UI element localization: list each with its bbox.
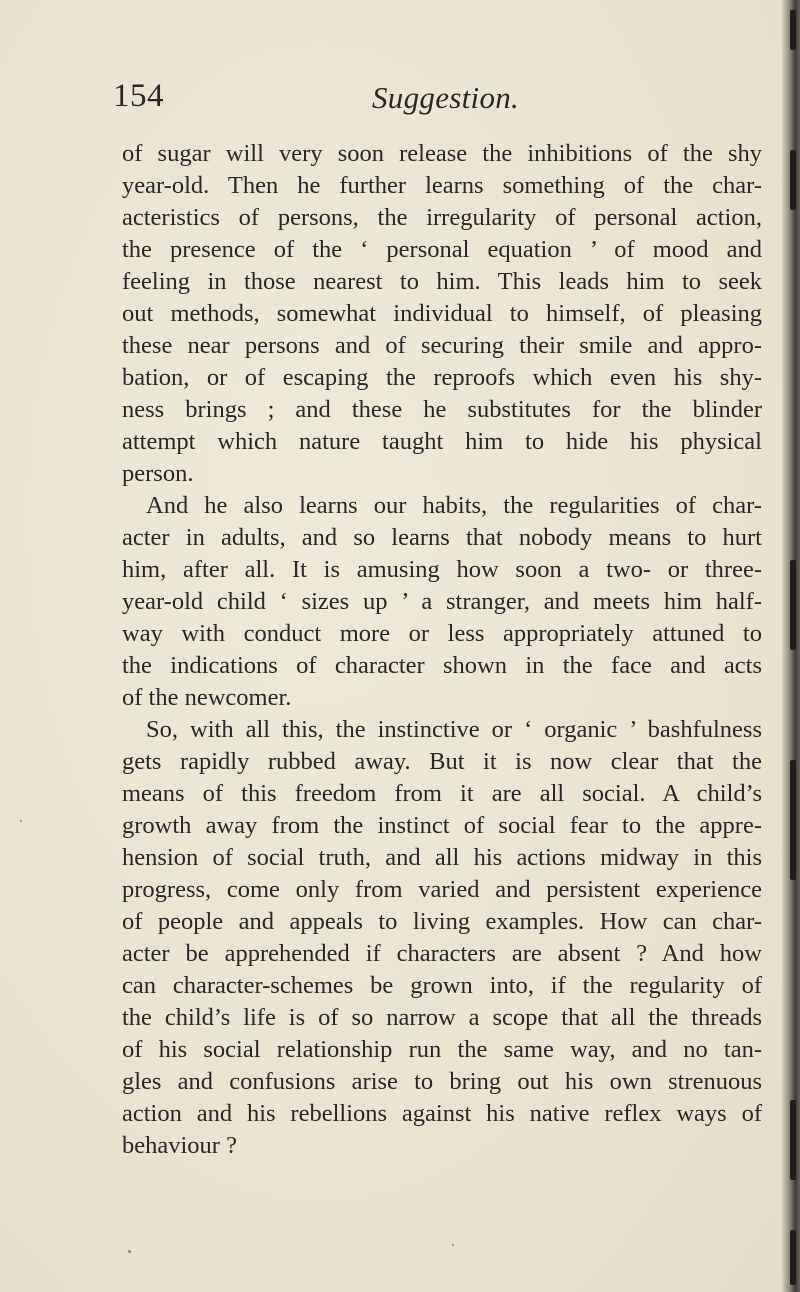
text-line: the indications of character shown in the face and acts bbox=[122, 652, 762, 679]
text-line: year-old. Then he further learns something of the char- bbox=[122, 172, 762, 199]
paper-speck bbox=[128, 1250, 131, 1253]
body-text bbox=[122, 138, 762, 1162]
text-line: bation, or of escaping the reproofs which even his shy- bbox=[122, 364, 762, 391]
edge-mark bbox=[790, 1100, 796, 1180]
edge-mark bbox=[790, 1230, 796, 1285]
text-line: progress, come only from varied and persistent experience bbox=[122, 876, 762, 903]
text-line: out methods, somewhat individual to himself, of pleasing bbox=[122, 300, 762, 327]
text-line: behaviour ? bbox=[122, 1132, 237, 1159]
edge-mark bbox=[790, 760, 796, 880]
text-line: of the newcomer. bbox=[122, 684, 292, 711]
paper-speck bbox=[452, 1244, 454, 1246]
text-line: the child’s life is of so narrow a scope that all the threads bbox=[122, 1004, 762, 1031]
edge-mark bbox=[790, 560, 796, 650]
text-line: of people and appeals to living examples. How can char- bbox=[122, 908, 762, 935]
text-line: growth away from the instinct of social fear to the appre- bbox=[122, 812, 762, 839]
text-line: gles and confusions arise to bring out his own strenuous bbox=[122, 1068, 762, 1095]
text-line: the presence of the ‘ personal equation ’ of mood and bbox=[122, 236, 762, 263]
page-number: 154 bbox=[113, 78, 164, 114]
text-line: acteristics of persons, the irregularity of personal action, bbox=[122, 204, 762, 231]
text-line: gets rapidly rubbed away. But it is now clear that the bbox=[122, 748, 762, 775]
text-line: him, after all. It is amusing how soon a two- or three- bbox=[122, 556, 762, 583]
text-line: of sugar will very soon release the inhibitions of the shy bbox=[122, 140, 762, 167]
page-header bbox=[0, 78, 800, 122]
edge-mark bbox=[790, 10, 796, 50]
text-line: way with conduct more or less appropriately attuned to bbox=[122, 620, 762, 647]
text-line: acter in adults, and so learns that nobody means to hurt bbox=[122, 524, 762, 551]
text-line: these near persons and of securing their smile and appro- bbox=[122, 332, 762, 359]
text-line: So, with all this, the instinctive or ‘ organic ’ bashfulness bbox=[146, 716, 762, 743]
text-line: of his social relationship run the same way, and no tan- bbox=[122, 1036, 762, 1063]
text-line: ness brings ; and these he substitutes for the blinder bbox=[122, 396, 762, 423]
edge-mark bbox=[790, 150, 796, 210]
text-line: can character-schemes be grown into, if the regularity of bbox=[122, 972, 762, 999]
text-line: acter be apprehended if characters are absent ? And how bbox=[122, 940, 762, 967]
text-line: year-old child ‘ sizes up ’ a stranger, and meets him half- bbox=[122, 588, 762, 615]
page-edge-shadow bbox=[782, 0, 800, 1292]
text-line: action and his rebellions against his native reflex ways of bbox=[122, 1100, 762, 1127]
text-line: person. bbox=[122, 460, 194, 487]
text-line: means of this freedom from it are all social. A child’s bbox=[122, 780, 762, 807]
text-line: And he also learns our habits, the regularities of char- bbox=[146, 492, 762, 519]
text-line: attempt which nature taught him to hide his physical bbox=[122, 428, 762, 455]
text-line: feeling in those nearest to him. This leads him to seek bbox=[122, 268, 762, 295]
paper-speck bbox=[20, 820, 22, 822]
text-line: hension of social truth, and all his actions midway in this bbox=[122, 844, 762, 871]
running-head: Suggestion. bbox=[372, 80, 520, 115]
